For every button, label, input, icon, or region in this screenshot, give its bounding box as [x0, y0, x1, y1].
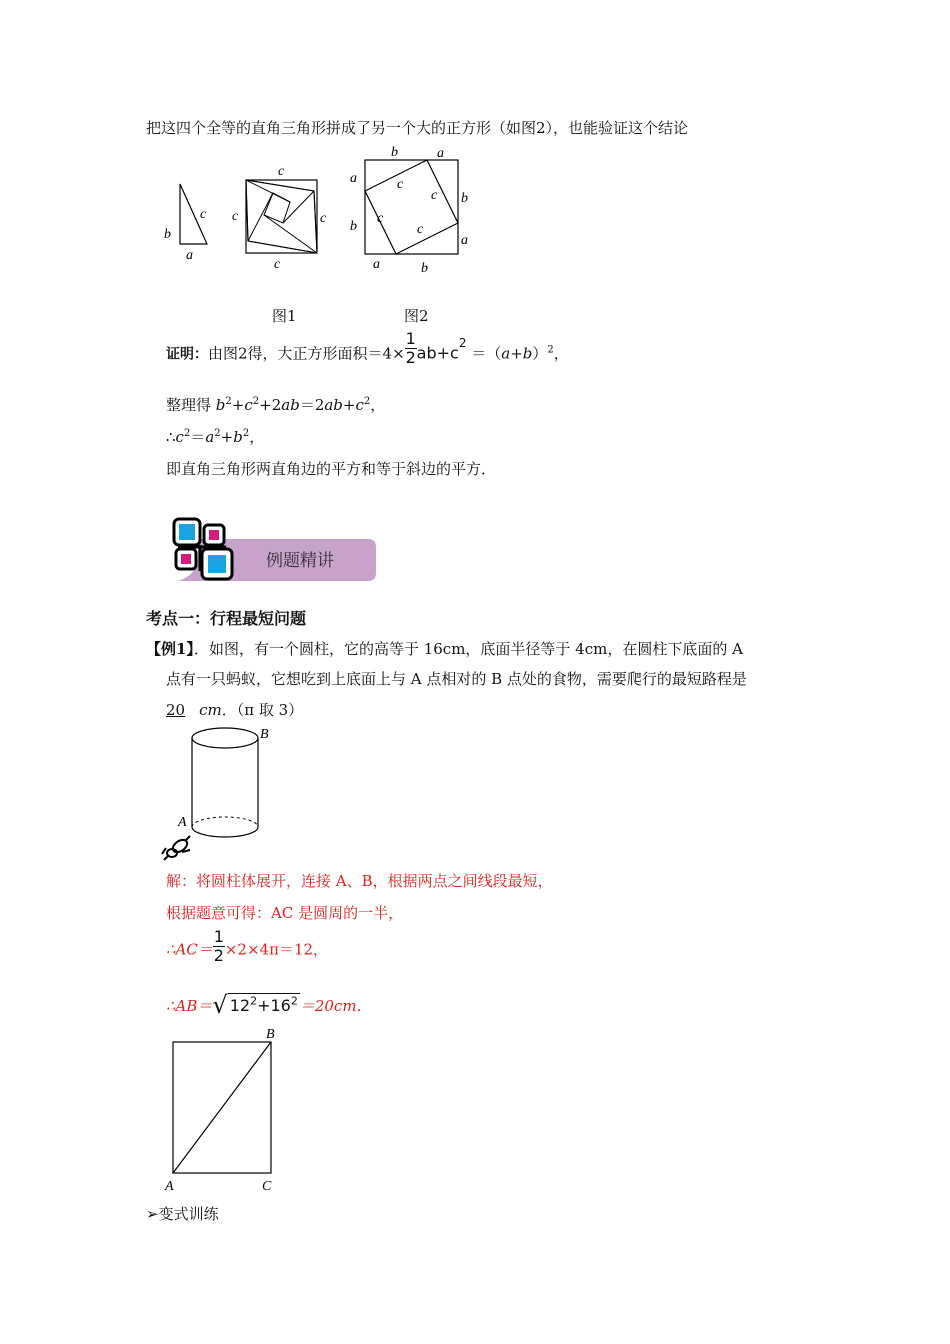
solution-ac-prefix: ∴AC＝ [166, 940, 213, 959]
ant-icon [162, 836, 190, 860]
solution-line-2: 根据题意可得：AC 是圆周的一半， [166, 904, 404, 922]
solution-line-4 [166, 990, 372, 1019]
sqrt-exp-1: 2 [250, 994, 258, 1008]
fig2-bottom-a: a [373, 257, 380, 272]
sqrt-expression: √ $12^2+16^2$ [212, 991, 298, 1019]
proof-line-1 [166, 329, 569, 373]
rect-label-B: B [266, 1027, 275, 1042]
sq-label-left: c [232, 209, 239, 224]
proof-frac-num: 1 [405, 329, 416, 348]
example-line-2: 点有一只蚂蚁，它想吃到上底面上与 A 点相对的 B 点处的食物，需要爬行的最短路程是 [166, 670, 747, 688]
solution-frac-den: 2 [213, 946, 224, 965]
fig2-top-b: b [391, 145, 398, 160]
variant-training-title: ➢变式训练 [146, 1205, 219, 1223]
cylinder-label-A: A [178, 815, 187, 830]
sqrt-exp-2: 2 [290, 994, 298, 1008]
answer-blank: 20 [166, 701, 186, 719]
proof-line-4: 即直角三角形两直角边的平方和等于斜边的平方． [166, 460, 497, 478]
fig2-right-b: b [461, 191, 468, 206]
fig2-inner-c2: c [431, 188, 438, 203]
proof-frac-den: 2 [405, 348, 416, 367]
example-label: 【例1】 [146, 640, 194, 658]
fig2-inner-c3: c [377, 211, 384, 226]
solution-ab-rest: ＝20cm． [299, 997, 372, 1015]
proof-line-2: 整理得 $b^2+c^2+2ab=2ab+c^2$， [166, 396, 386, 414]
proof-close: ） [532, 344, 548, 363]
cylinder-label-B: B [260, 727, 269, 742]
proof-expr: ab+c [416, 343, 459, 363]
example-text-1: ．如图，有一个圆柱，它的高等于 16cm，底面半径等于 4cm，在圆柱下底面的 A [193, 640, 743, 658]
unrolled-rectangle-figure [160, 1022, 290, 1197]
proof-line-3: $\therefore c^2=a^2+b^2$， [166, 428, 265, 446]
fig2-inner-c4: c [417, 222, 424, 237]
diagonal-ab [173, 1042, 271, 1173]
rect-label-A: A [165, 1179, 174, 1194]
fig2-top-a: a [437, 146, 444, 161]
tilted-square [365, 160, 458, 254]
proof-text-1: 由图2得，大正方形面积＝4× [208, 344, 405, 363]
triangle-label-b: b [164, 227, 171, 242]
figure-1-caption: 图1 [272, 307, 297, 325]
proof-exp2: 2 [547, 344, 554, 356]
proof-end: ， [553, 344, 569, 363]
solution-line-1: 解：将圆柱体展开，连接 A、B，根据两点之间线段最短， [166, 872, 553, 890]
pi-note: ．（π 取 3） [221, 701, 304, 719]
section-title: 考点一：行程最短问题 [146, 609, 307, 628]
proof-fraction [405, 330, 417, 367]
rect-label-C: C [262, 1179, 272, 1194]
solution-fraction [213, 928, 225, 965]
example-line-3 [166, 699, 303, 720]
figure-2-caption: 图2 [404, 307, 429, 325]
therefore-symbol: ∴ [166, 428, 176, 446]
fig2-left-a: a [350, 171, 357, 186]
triangle-label-c: c [200, 207, 207, 222]
figure-1 [160, 160, 340, 270]
answer-unit: cm [199, 701, 222, 719]
proof-line-2-text: 整理得 [166, 396, 212, 414]
solution-ab-prefix: ∴AB＝ [166, 997, 213, 1015]
fig2-inner-c1: c [397, 177, 404, 192]
cylinder-figure [160, 720, 290, 865]
fig2-right-a: a [461, 233, 468, 248]
big-square [365, 160, 458, 254]
banner-title: 例题精讲 [266, 551, 334, 571]
proof-eq: ＝（ [471, 344, 502, 363]
inner-small-square [264, 193, 290, 223]
triangle-label-a: a [186, 248, 193, 263]
fig2-left-b: b [350, 219, 357, 234]
proof-exp: 2 [458, 335, 467, 350]
intro-line: 把这四个全等的直角三角形拼成了另一个大的正方形（如图2），也能验证这个结论 [146, 119, 689, 137]
section-banner [168, 515, 378, 587]
example-line-1 [146, 638, 743, 659]
cylinder-top [192, 728, 258, 748]
proof-label: 证明： [166, 346, 208, 363]
figure-2 [345, 142, 475, 277]
proof-ab: a+b [501, 344, 533, 363]
sq-label-bottom: c [274, 257, 281, 270]
solution-ac-rest: ×2×4π＝12， [224, 940, 329, 959]
fig2-bottom-b: b [421, 261, 428, 276]
sq-label-right: c [320, 211, 327, 226]
solution-line-3 [166, 927, 329, 969]
sqrt-12: 12 [229, 996, 251, 1015]
sq-label-top: c [278, 164, 285, 179]
sqrt-16: +16 [257, 996, 291, 1015]
solution-frac-num: 1 [213, 927, 224, 946]
